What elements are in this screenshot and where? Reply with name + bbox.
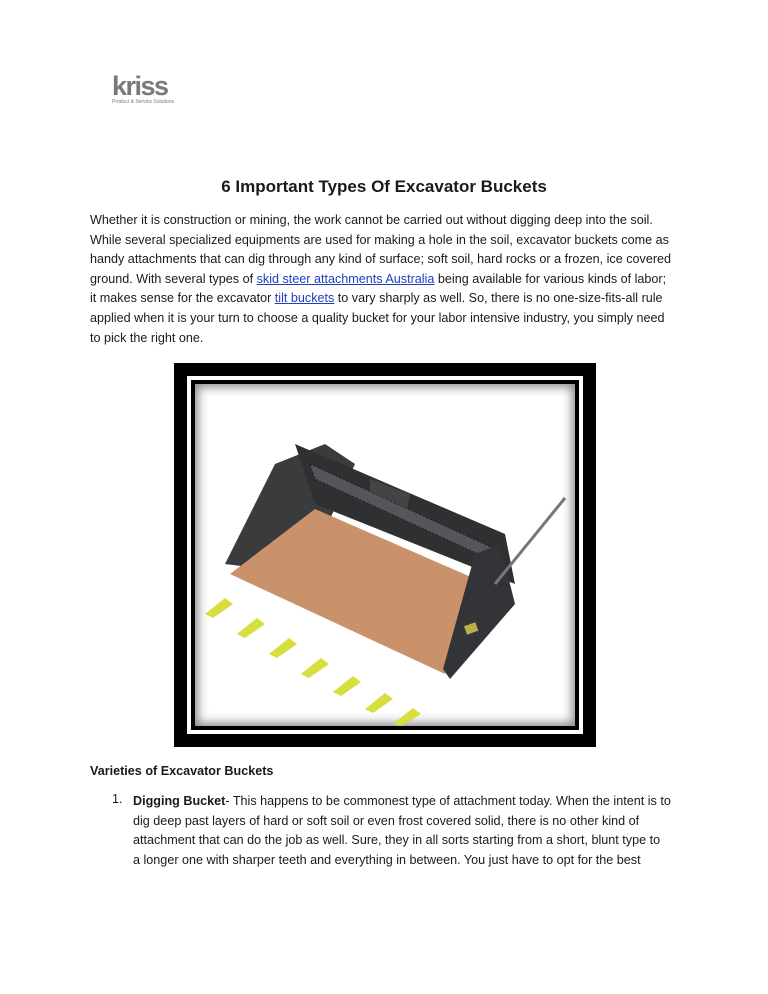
list-item-text: dig deep past layers of hard or soft soil or even frost covered solid, there is no other kind of xyxy=(133,813,640,828)
list-item-term: Digging Bucket xyxy=(133,794,226,808)
intro-text: applied when it is your turn to choose a quality bucket for your labor intensive industry, you simply need xyxy=(90,310,665,325)
list-item-text: - This happens to be commonest type of attachment today. When the intent is to xyxy=(225,794,671,808)
intro-text: ground. With several types of xyxy=(90,271,257,286)
intro-line xyxy=(90,289,690,309)
intro-line xyxy=(90,231,690,251)
kriss-logo xyxy=(112,71,174,105)
intro-text: handy attachments that can dig through any kind of surface; soft soil, hard rocks or a frozen, ice covered xyxy=(90,252,672,267)
intro-line xyxy=(90,309,690,329)
intro-paragraph xyxy=(90,211,690,348)
intro-line xyxy=(90,270,690,290)
bucket-image-frame xyxy=(174,363,596,747)
section-heading: Varieties of Excavator Buckets xyxy=(90,764,274,778)
intro-text: While several specialized equipments are used for making a hole in the soil, excavator buckets come as xyxy=(90,232,669,247)
list-item-text: a longer one with sharper teeth and everything in between. You just have to opt for the best xyxy=(133,852,641,867)
intro-text: Whether it is construction or mining, the work cannot be carried out without digging deep into the soil. xyxy=(90,213,653,227)
intro-text: to pick the right one. xyxy=(90,330,204,345)
logo-wordmark: kriss xyxy=(112,71,168,101)
intro-line xyxy=(90,211,690,231)
intro-text: being available for various kinds of labor; xyxy=(434,271,667,286)
intro-text: it makes sense for the excavator xyxy=(90,291,275,306)
excavator-bucket-image xyxy=(195,384,575,726)
page-title: 6 Important Types Of Excavator Buckets xyxy=(221,177,547,196)
list-item-text: attachment that can do the job as well. Sure, they in all sorts starting from a short, blunt type to xyxy=(133,833,661,848)
list-item xyxy=(133,792,671,870)
list-number: 1. xyxy=(112,792,123,806)
inline-link[interactable]: tilt buckets xyxy=(274,291,335,306)
intro-text: to vary sharply as well. So, there is no one-size-fits-all rule xyxy=(334,291,663,306)
intro-line xyxy=(90,250,690,270)
logo-tagline: Product & Service Solutions xyxy=(112,99,174,105)
intro-line xyxy=(90,329,690,349)
inline-link[interactable]: skid steer attachments Australia xyxy=(256,271,435,286)
